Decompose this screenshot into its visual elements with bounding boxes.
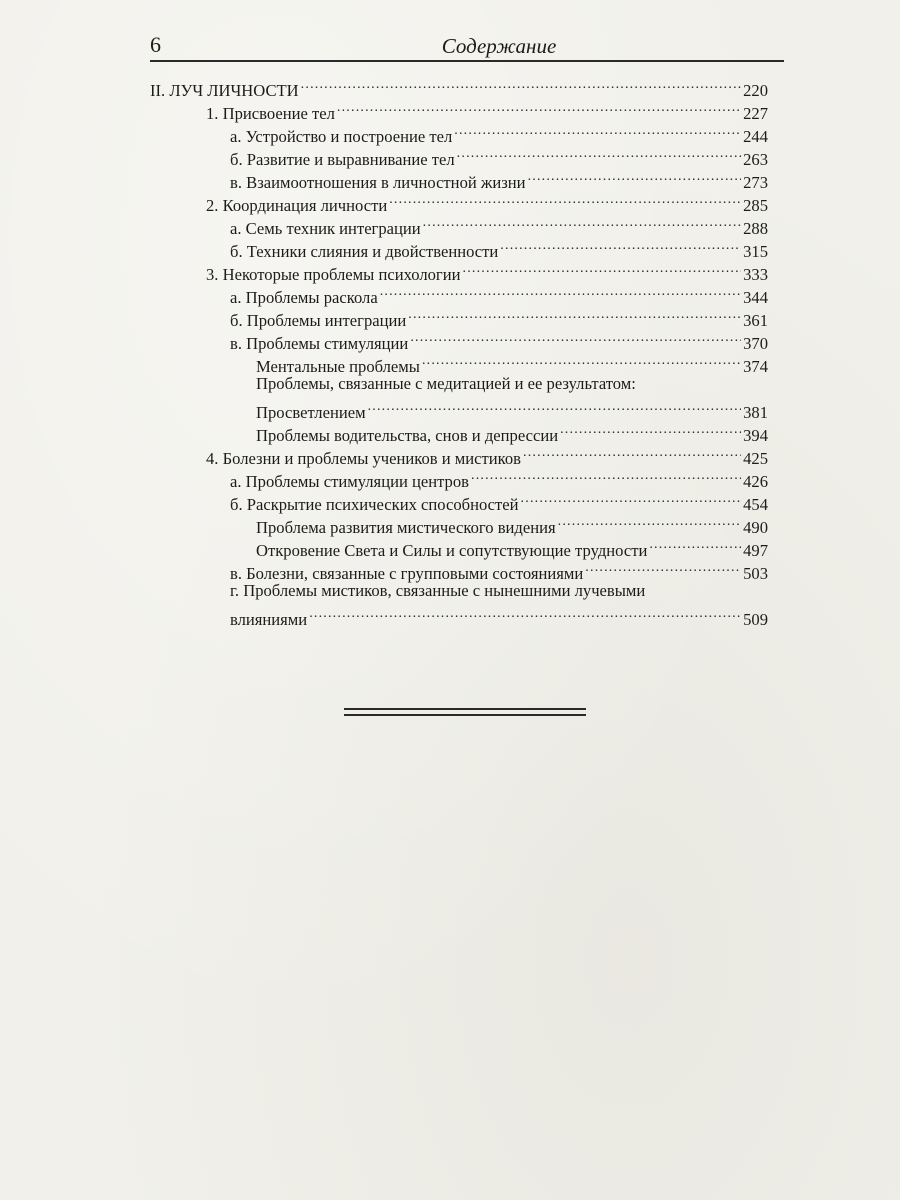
- dot-leader: [389, 188, 741, 211]
- toc-entry-title: Ментальные проблемы: [256, 357, 420, 376]
- toc-entry-title: б. Проблемы интеграции: [230, 311, 407, 330]
- toc-entry-page: 490: [743, 518, 768, 537]
- toc-entry-title: II. ЛУЧ ЛИЧНОСТИ: [150, 81, 299, 100]
- section-end-double-rule: [344, 708, 586, 716]
- toc-entry-page: 288: [743, 219, 768, 238]
- dot-leader: [521, 487, 742, 510]
- running-title: Содержание: [441, 34, 557, 58]
- dot-leader: [500, 234, 741, 257]
- dot-leader: [454, 119, 741, 142]
- toc-entry-title: Откровение Света и Силы и сопутствующие трудности: [256, 541, 648, 560]
- dot-leader: [523, 441, 741, 464]
- dot-leader: [585, 556, 741, 579]
- toc-entry: [150, 602, 768, 629]
- dot-leader: [422, 349, 741, 372]
- dot-leader: [649, 533, 741, 556]
- dot-leader: [410, 326, 741, 349]
- page-number: 6: [150, 32, 161, 57]
- toc-entry: [150, 395, 768, 422]
- dot-leader: [368, 395, 742, 418]
- toc-entry-title: Проблема развития мистического видения: [256, 518, 556, 537]
- toc-entry-title: в. Проблемы стимуляции: [230, 334, 409, 353]
- dot-leader: [337, 96, 741, 119]
- dot-leader: [457, 142, 741, 165]
- toc-entry-page: 374: [743, 357, 768, 376]
- toc-entry: [150, 73, 768, 100]
- toc-entry-page: 263: [743, 150, 768, 169]
- toc-entry-title: в. Болезни, связанные с групповыми состояниями: [230, 564, 584, 583]
- toc-entry-page: 497: [743, 541, 768, 560]
- running-header: [150, 30, 784, 62]
- toc-entry-title: б. Раскрытие психических способностей: [230, 495, 519, 514]
- toc-entry-page: 361: [743, 311, 768, 330]
- dot-leader: [309, 602, 741, 625]
- toc-entry-title: в. Взаимоотношения в личностной жизни: [230, 173, 526, 192]
- dot-leader: [408, 303, 741, 326]
- toc-entry-title: б. Развитие и выравнивание тел: [230, 150, 455, 169]
- toc-entry-page: 426: [743, 472, 768, 491]
- toc-entry-title: б. Техники слияния и двойственности: [230, 242, 499, 261]
- toc-entry-page: 344: [743, 288, 768, 307]
- toc-entry-page: 425: [743, 449, 768, 468]
- toc-entry-page: 370: [743, 334, 768, 353]
- toc-entry-title: 1. Присвоение тел: [206, 104, 335, 123]
- table-of-contents: [150, 73, 768, 629]
- toc-entry-page: 285: [743, 196, 768, 215]
- toc-entry-line: Проблемы, связанные с медитацией и ее результатом:: [256, 374, 636, 393]
- toc-entry-page: 509: [743, 610, 768, 629]
- toc-entry-page: 273: [743, 173, 768, 192]
- toc-entry-title: 2. Координация личности: [206, 196, 388, 215]
- toc-entry-page: 315: [743, 242, 768, 261]
- toc-entry-title: а. Проблемы стимуляции центров: [230, 472, 469, 491]
- toc-entry-page: 220: [743, 81, 768, 100]
- dot-leader: [463, 257, 742, 280]
- toc-entry-page: 454: [743, 495, 768, 514]
- toc-entry-page: 227: [743, 104, 768, 123]
- toc-entry-title: 3. Некоторые проблемы психологии: [206, 265, 461, 284]
- toc-entry: [150, 418, 768, 445]
- dot-leader: [301, 73, 741, 96]
- dot-leader: [423, 211, 741, 234]
- toc-entry-title: влияниями: [230, 610, 308, 629]
- toc-entry-line: г. Проблемы мистиков, связанные с нынешними лучевыми: [230, 581, 646, 600]
- toc-entry-page: 394: [743, 426, 768, 445]
- dot-leader: [471, 464, 741, 487]
- dot-leader: [558, 510, 741, 533]
- toc-entry-page: 381: [743, 403, 768, 422]
- toc-entry-title: Просветлением: [256, 403, 366, 422]
- toc-entry-title: а. Проблемы раскола: [230, 288, 378, 307]
- toc-entry-title: Проблемы водительства, снов и депрессии: [256, 426, 559, 445]
- toc-entry-title: 4. Болезни и проблемы учеников и мистиков: [206, 449, 522, 468]
- toc-entry-title: а. Семь техник интеграции: [230, 219, 421, 238]
- toc-entry-title: а. Устройство и построение тел: [230, 127, 453, 146]
- dot-leader: [380, 280, 741, 303]
- toc-entry-page: 333: [743, 265, 768, 284]
- dot-leader: [528, 165, 742, 188]
- toc-entry-page: 244: [743, 127, 768, 146]
- dot-leader: [560, 418, 741, 441]
- toc-entry-page: 503: [743, 564, 768, 583]
